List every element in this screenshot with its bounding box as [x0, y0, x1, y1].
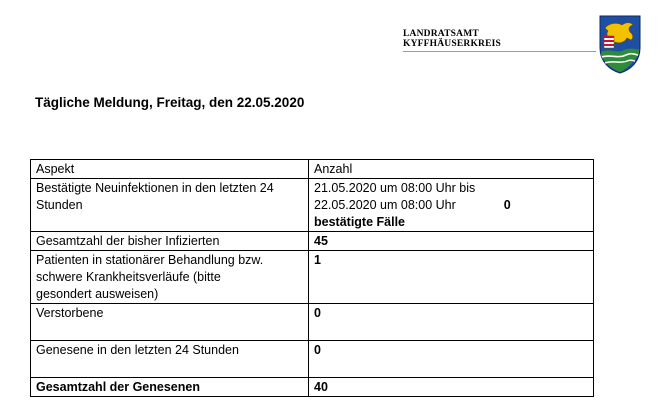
aspect-cell: [31, 179, 309, 232]
coat-of-arms-icon: [598, 14, 642, 74]
aspect-cell: [31, 378, 309, 397]
aspect-line: Gesamtzahl der bisher Infizierten: [36, 234, 220, 248]
letterhead: [403, 29, 501, 49]
aspect-cell: [31, 341, 309, 378]
aspect-cell: [31, 251, 309, 304]
aspect-line: Stunden: [36, 198, 83, 212]
table-row: [31, 341, 594, 378]
table-row: [31, 179, 594, 232]
value-line-text: 22.05.2020 um 08:00 Uhr: [314, 198, 456, 212]
table-row: [31, 378, 594, 397]
table-row: [31, 251, 594, 304]
aspect-line: Genesene in den letzten 24 Stunden: [36, 343, 239, 357]
value-cell: 0: [309, 304, 594, 341]
letterhead-line-1: LANDRATSAMT: [403, 29, 479, 39]
header-aspect: Aspekt: [31, 160, 309, 179]
value-number: 0: [503, 198, 511, 212]
aspect-cell: [31, 232, 309, 251]
value-cell: [309, 179, 594, 232]
value-cell: 40: [309, 378, 594, 397]
aspect-line: Patienten in stationärer Behandlung bzw.: [36, 253, 264, 267]
value-line: 21.05.2020 um 08:00 Uhr bis: [314, 181, 476, 195]
value-line: [314, 197, 588, 214]
aspect-line: Bestätigte Neuinfektionen in den letzten 24: [36, 181, 274, 195]
aspect-line: schwere Krankheitsverläufe (bitte: [36, 270, 221, 284]
value-cell: 1: [309, 251, 594, 304]
report-table: [30, 159, 594, 397]
table-row: [31, 304, 594, 341]
aspect-cell: [31, 304, 309, 341]
table-header-row: [31, 160, 594, 179]
value-cell: 45: [309, 232, 594, 251]
header-anzahl: Anzahl: [309, 160, 594, 179]
letterhead-line-2: KYFFHÄUSERKREIS: [403, 39, 502, 49]
letterhead-rule: [403, 51, 596, 52]
page-title: Tägliche Meldung, Freitag, den 22.05.2020: [35, 95, 305, 110]
aspect-line: Gesamtzahl der Genesenen: [36, 380, 200, 394]
value-cell: 0: [309, 341, 594, 378]
aspect-line: gesondert ausweisen): [36, 287, 159, 301]
table-row: [31, 232, 594, 251]
aspect-line: Verstorbene: [36, 306, 104, 320]
value-suffix: bestätigte Fälle: [314, 215, 405, 229]
